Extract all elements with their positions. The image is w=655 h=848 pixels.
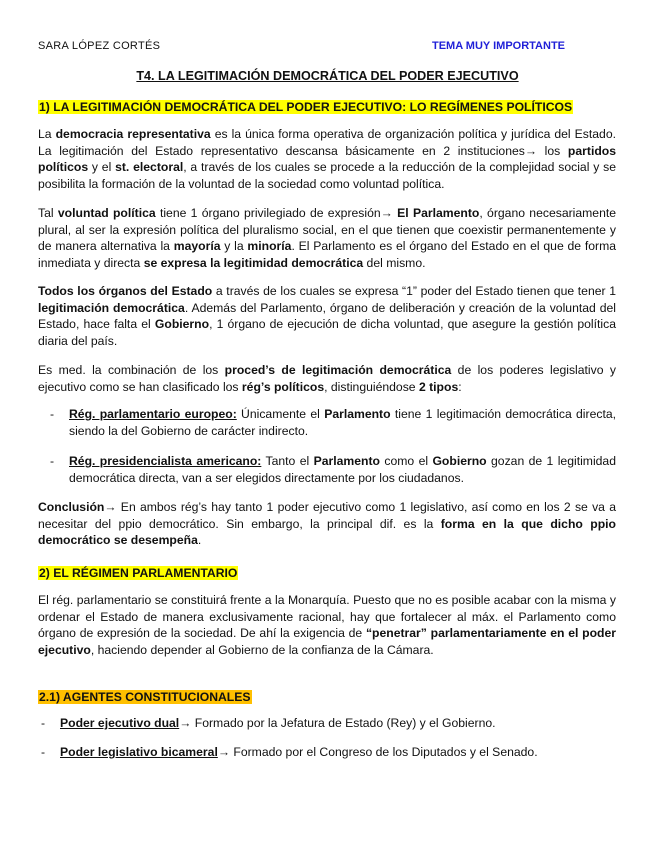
emph-legitimacion: legitimación democrática [38,300,185,315]
emph-regimenes: rég’s políticos [241,379,325,394]
list-item: - Poder legislativo bicameral→ Formado por el Congreso de los Diputados y el Senado. [41,745,538,759]
emph-partidos: partidos políticos [38,143,616,175]
list-item: - Rég. presidencialista americano: Tanto el Parlamento como el Gobierno gozan de 1 legitimidad democrática directa, van a ser elegidos directamente por los ciudadanos. [50,454,616,485]
emph-voluntad: voluntad política [57,206,156,220]
emph-2-tipos: 2 tipos [418,379,459,394]
s1-paragraph-3: Todos los órganos del Estado a través de los cuales se expresa “1” poder del Estado tienen que tener 1 legitimación democrática. Además del Parlamento, órgano de deliberación y creación de la voluntad del Estado, hace falta el Gobierno, 1 órgano de ejecución de dicha voluntad, que asegure la gestión política diaria del país. [38,284,617,348]
emph-procedimientos: proced’s de legitimación democrática [224,363,452,377]
emph-minoria: minoría [247,239,292,254]
emph-democracia: democracia representativa [55,127,211,141]
list-term: Poder legislativo bicameral [60,745,218,759]
emph-legitimidad: se expresa la legitimidad democrática [143,255,364,270]
emph-st-electoral: st. electoral [115,160,184,175]
section-2-heading [38,565,616,582]
importance-tag: TEMA MUY IMPORTANTE [431,40,565,52]
section-1-heading-text: 1) LA LEGITIMACIÓN DEMOCRÁTICA DEL PODER EJECUTIVO: LO REGÍMENES POLÍTICOS [39,100,573,114]
list-term: Rég. parlamentario europeo: [69,407,237,421]
section-1-heading [38,99,616,116]
subsection-2-1-heading [38,689,616,706]
emph-todos-organos: Todos los órganos del Estado [38,284,213,298]
list-item: - Rég. parlamentario europeo: Únicamente el Parlamento tiene 1 legitimación democrática directa, siendo la del Gobierno de carácter indirecto. [50,407,616,438]
s1-paragraph-4: Es med. la combinación de los proced’s de legitimación democrática de los poderes legislativo y ejecutivo como se han clasificado los rég’s políticos, distinguiéndose 2 tipos: [38,363,616,394]
s1-conclusion: Conclusión→ En ambos rég’s hay tanto 1 poder ejecutivo como 1 legislativo, así como en los 2 se va a necesitar del ppio democrático. Sin embargo, la principal dif. es la forma en la que dicho ppio democrático se desempeña. [38,500,616,548]
emph-conclusion: Conclusión [38,500,105,514]
emph-penetrar: “penetrar” parlamentariamente en el poder ejecutivo [38,626,616,657]
emph-mayoria: mayoría [173,239,221,254]
emph-forma: forma en la que dicho ppio democrático se desempeña [38,516,616,548]
list-term: Poder ejecutivo dual [60,716,180,730]
s1-paragraph-1: La democracia representativa es la única forma operativa de organización política y jurídica del Estado. La legitimación del Estado representativo descansa básicamente en 2 instituciones→ los partidos políticos y el st. electoral, a través de los cuales se procede a la reducción de la complejidad social y se posibilita la formación de la voluntad de la sociedad como voluntad política. [38,127,616,191]
list-item: - Poder ejecutivo dual→ Formado por la Jefatura de Estado (Rey) y el Gobierno. [41,716,496,730]
page-title: T4. LA LEGITIMACIÓN DEMOCRÁTICA DEL PODER EJECUTIVO [136,69,519,83]
section-2-heading-text: 2) EL RÉGIMEN PARLAMENTARIO [39,566,238,580]
emph-parlamento: El Parlamento [397,206,480,220]
emph-gobierno: Gobierno [154,317,210,332]
s1-paragraph-2: Tal voluntad política tiene 1 órgano privilegiado de expresión→ El Parlamento, órgano necesariamente plural, al ser la expresión política del pluralismo social, en el que tienen que coexistir permanentemente y de manera alternativa la mayoría y la minoría. El Parlamento es el órgano del Estado en el que de forma inmediata y directa se expresa la legitimidad democrática del mismo. [38,206,617,270]
list-term: Rég. presidencialista americano: [69,454,262,468]
subsection-2-1-heading-text: 2.1) AGENTES CONSTITUCIONALES [39,690,251,704]
s2-paragraph-1: El rég. parlamentario se constituirá frente a la Monarquía. Puesto que no es posible acabar con la misma y ordenar el Estado de manera exclusivamente racional, hay que fortalecer al máx. el Parlamento como órgano de expresión de la sociedad. De ahí la exigencia de “penetrar” parlamentariamente en el poder ejecutivo, haciendo depender al Gobierno de la confianza de la Cámara. [38,593,616,657]
author-name: SARA LÓPEZ CORTÉS [38,40,161,52]
